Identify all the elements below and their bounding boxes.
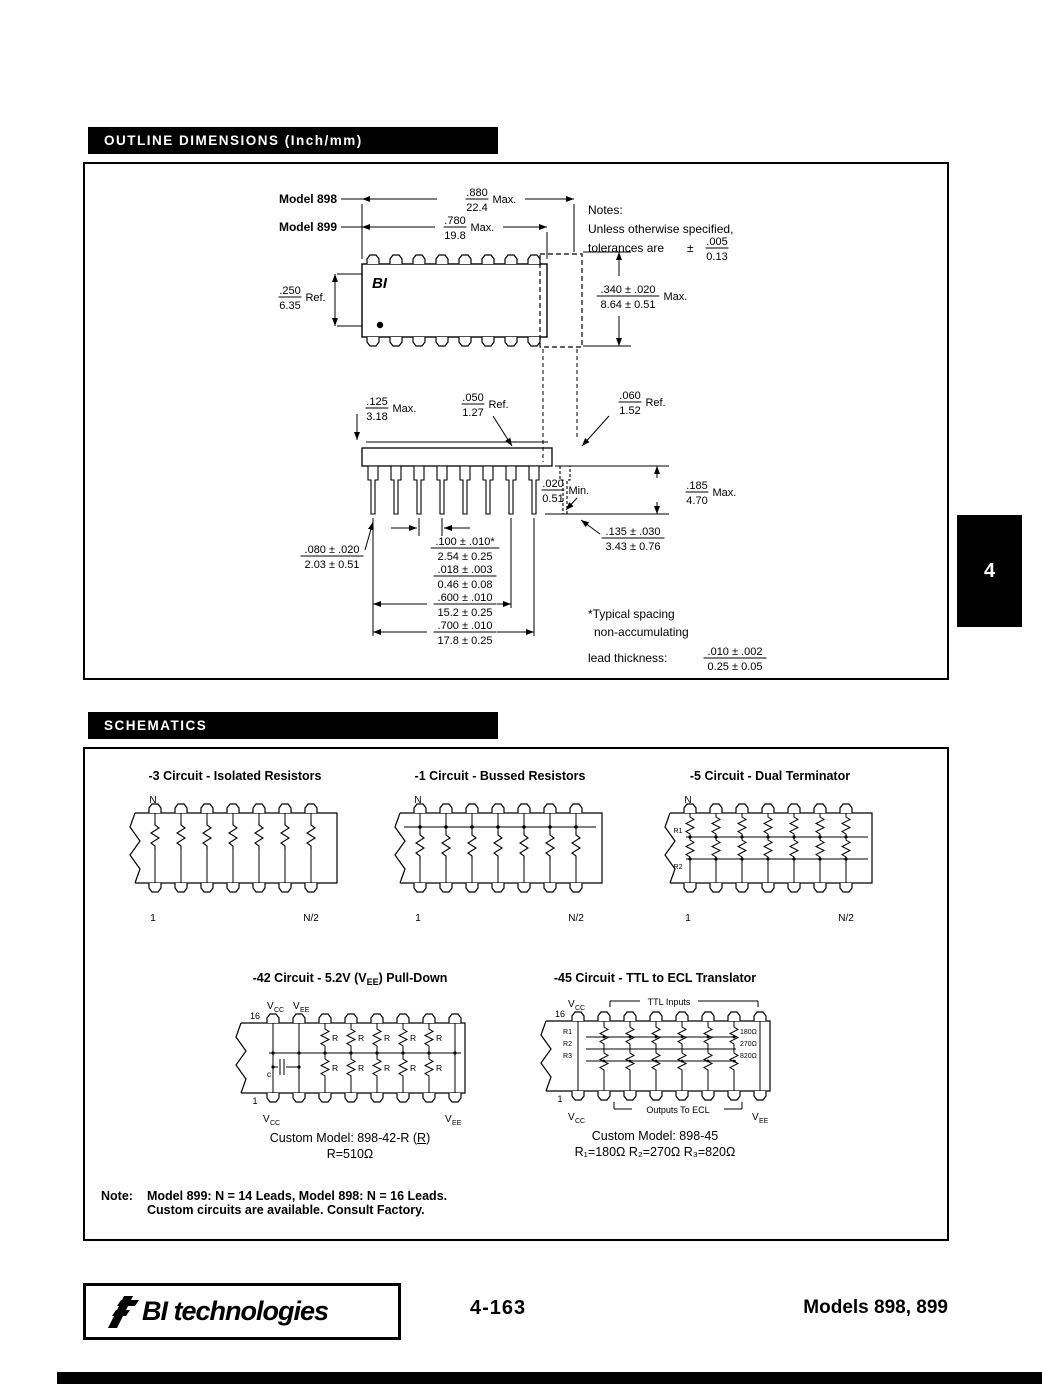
svg-text:.060: .060 [619,390,641,402]
outline-dimensions-header-label: OUTLINE DIMENSIONS (Inch/mm) [104,133,363,148]
svg-text:.340 ± .020: .340 ± .020 [600,284,656,296]
outline-dimensions-panel [83,162,949,680]
svg-text:Min.: Min. [568,485,590,497]
vee-bottom-label: V [445,1114,452,1125]
vcc-top-label: V [568,999,575,1010]
svg-text:Max.: Max. [663,291,688,303]
svg-text:15.2 ± 0.25: 15.2 ± 0.25 [437,607,493,619]
model-898-label: Model 898 [278,192,337,206]
svg-text:.020: .020 [542,478,564,490]
resistor-r-label: R [410,1033,417,1043]
vcc-top-label: V [267,1001,274,1012]
schematic-42-title-post: ) Pull-Down [378,971,448,985]
svg-text:.880: .880 [466,187,488,199]
schematic-45-title: -45 Circuit - TTL to ECL Translator [553,971,757,985]
svg-text:.185: .185 [686,480,708,492]
schematic-42-r-value: R=510Ω [326,1147,374,1161]
typical-spacing-note-1: *Typical spacing [588,607,675,621]
pin-n-label: N [684,795,692,806]
outline-drawing [85,164,947,678]
outputs-to-ecl-label: Outputs To ECL [646,1105,710,1115]
section-number: 4 [983,559,996,582]
dim-340-group [583,252,687,346]
custom-model-r: R [417,1131,427,1145]
svg-text:3.18: 3.18 [366,411,388,423]
footer-models: Models 898, 899 [803,1297,948,1318]
resistor-r-label: R [410,1063,417,1073]
schematic-42-drawing [225,995,475,1129]
schematics-panel [83,747,949,1241]
bi-technologies-logo [83,1283,401,1340]
capacitor-c-label: c [266,1069,272,1079]
value-270-label: 270Ω [740,1041,757,1048]
outline-dimensions-header [88,127,498,154]
svg-text:.010 ± .002: .010 ± .002 [707,646,763,658]
r2-rail-label: R2 [563,1041,572,1048]
dim-700 [434,620,497,647]
vee-bottom-sub: EE [452,1120,462,1127]
dim-185 [686,480,737,507]
svg-text:.250: .250 [279,285,301,297]
dim-050 [462,392,509,419]
svg-text:.780: .780 [444,215,466,227]
pin-16-label: 16 [249,1011,261,1021]
svg-text:.700 ± .010: .700 ± .010 [437,620,493,632]
custom-model-pre: Custom Model: 898-42-R ( [269,1131,418,1145]
schematic-1-bussed [385,769,615,930]
resistor-r-label: R [358,1033,365,1043]
schematic-3-title: -3 Circuit - Isolated Resistors [148,769,322,783]
dip-top-view [362,254,582,347]
dim-125 [366,396,417,423]
vcc-top-sub: CC [575,1005,586,1012]
schematic-42-title [215,971,485,987]
svg-text:8.64 ± 0.51: 8.64 ± 0.51 [600,299,656,311]
pin-1-label: 1 [150,913,156,924]
pin-nhalf-label: N/2 [303,913,319,924]
pin-1-label: 1 [415,913,421,924]
dim-135 [602,526,665,553]
schematic-1-drawing [390,791,610,925]
resistor-r-label: R [436,1063,443,1073]
model-899-label: Model 899 [278,220,337,234]
note-line1: Model 899: N = 14 Leads, Model 898: N = 16 Leads. [147,1189,448,1203]
pin-1-label: 1 [252,1096,258,1106]
svg-text:Max.: Max. [470,222,495,234]
svg-text:.018 ± .003: .018 ± .003 [437,564,493,576]
schematic-45-translator [520,971,790,1159]
schematic-1-title: -1 Circuit - Bussed Resistors [414,769,586,783]
schematic-3-drawing [125,791,345,925]
svg-text:0.46 ± 0.08: 0.46 ± 0.08 [437,579,493,591]
pin-n-label: N [414,795,422,806]
section-number-tab [957,515,1022,627]
svg-text:.135 ± .030: .135 ± .030 [605,526,661,538]
r1-rail-label: R1 [673,828,683,835]
value-820-label: 820Ω [740,1053,757,1060]
schematic-42-title-pre: -42 Circuit - 5.2V (V [252,971,367,985]
svg-text:0.25 ± 0.05: 0.25 ± 0.05 [707,661,763,673]
bi-logo-glyph-icon [94,1290,142,1334]
vcc-bottom-label: V [568,1112,575,1123]
schematics-header [88,712,498,739]
vee-bottom-sub: EE [759,1118,769,1125]
vcc-bottom-sub: CC [575,1118,586,1125]
schematic-3-isolated [120,769,350,930]
vee-bottom-label: V [752,1112,759,1123]
plus-minus-sign: ± [687,241,694,255]
schematic-5-drawing [660,791,880,925]
dim-340 [597,284,688,311]
svg-text:.100 ± .010*: .100 ± .010* [435,536,495,548]
vcc-bottom-sub: CC [270,1120,281,1127]
svg-text:Max.: Max. [712,487,737,499]
note-label: Note: [101,1189,133,1203]
pin-1-label: 1 [557,1094,563,1104]
resistor-r-label: R [436,1033,443,1043]
vcc-top-sub: CC [274,1007,285,1014]
schematics-note [101,1189,447,1217]
ttl-inputs-label: TTL Inputs [647,997,691,1007]
schematic-42-title-sub: EE [366,977,379,987]
svg-text:2.03 ± 0.51: 2.03 ± 0.51 [304,559,360,571]
dim-250-group [279,274,362,326]
schematic-5-dual-terminator [650,769,890,930]
svg-text:19.8: 19.8 [444,230,466,242]
svg-text:4.70: 4.70 [686,495,708,507]
note-line2: Custom circuits are available. Consult Factory. [147,1203,425,1217]
vcc-bottom-label: V [263,1114,270,1125]
svg-text:17.8 ± 0.25: 17.8 ± 0.25 [437,635,493,647]
r2-rail-label: R2 [673,864,683,871]
pin-nhalf-label: N/2 [838,913,854,924]
svg-text:Ref.: Ref. [645,397,666,409]
svg-text:2.54 ± 0.25: 2.54 ± 0.25 [437,551,493,563]
custom-model-post: ) [426,1131,431,1145]
svg-text:.080 ± .020: .080 ± .020 [304,544,360,556]
dim-600 [434,592,497,619]
vee-top-sub: EE [300,1007,310,1014]
svg-text:Ref.: Ref. [488,399,509,411]
svg-text:22.4: 22.4 [466,202,488,214]
svg-text:.600 ± .010: .600 ± .010 [437,592,493,604]
schematic-5-title: -5 Circuit - Dual Terminator [689,769,851,783]
dim-780 [444,215,495,242]
schematic-42-pulldown [215,971,485,1161]
dim-060 [619,390,666,417]
dim-880 [466,187,517,214]
pin-1-label: 1 [685,913,691,924]
dim-tolerance [706,236,729,263]
svg-text:Max.: Max. [492,194,517,206]
svg-text:0.51: 0.51 [542,493,564,505]
schematic-45-drawing [530,993,780,1127]
notes-title: Notes: [588,203,623,217]
dim-018 [434,564,497,591]
svg-text:1.27: 1.27 [462,407,484,419]
svg-text:1.52: 1.52 [619,405,641,417]
dim-lead-thickness [704,646,767,673]
lead-thickness-label: lead thickness: [588,651,668,665]
page-number: 4-163 [470,1297,527,1319]
r3-rail-label: R3 [563,1053,572,1060]
svg-text:3.43 ± 0.76: 3.43 ± 0.76 [605,541,661,553]
chip-logo: BI [372,275,387,292]
typical-spacing-note-2: non-accumulating [594,625,689,639]
svg-text:.050: .050 [462,392,484,404]
dim-780-group [279,215,547,259]
resistor-r-label: R [332,1033,339,1043]
svg-text:.125: .125 [366,396,388,408]
schematics-header-label: SCHEMATICS [104,718,208,733]
resistor-r-label: R [358,1063,365,1073]
dim-100 [431,536,500,563]
svg-text:Ref.: Ref. [305,292,326,304]
resistor-r-label: R [384,1063,391,1073]
schematic-42-custom-model [215,1131,485,1145]
pin1-indicator-dot [377,322,383,328]
svg-text:6.35: 6.35 [279,300,301,312]
value-180-label: 180Ω [740,1029,757,1036]
schematic-45-r-values: R₁=180Ω R₂=270Ω R₃=820Ω [574,1145,736,1159]
schematic-45-custom-model: Custom Model: 898-45 [591,1129,719,1143]
bottom-rule [57,1372,1042,1384]
svg-text:0.13: 0.13 [706,251,728,263]
vee-top-label: V [293,1001,300,1012]
svg-text:Max.: Max. [392,403,417,415]
side-view-dimensions [301,390,767,673]
notes-line1: Unless otherwise specified, [588,222,734,236]
resistor-r-label: R [332,1063,339,1073]
pin-nhalf-label: N/2 [568,913,584,924]
brand-text: BI technologies [142,1296,329,1326]
notes-block [588,203,733,263]
resistor-r-label: R [384,1033,391,1043]
pin-n-label: N [149,795,157,806]
pin-16-label: 16 [554,1009,566,1019]
notes-line2: tolerances are [588,241,665,255]
r1-rail-label: R1 [563,1029,572,1036]
dim-250 [279,285,326,312]
dim-080 [301,544,364,571]
svg-text:.005: .005 [706,236,728,248]
